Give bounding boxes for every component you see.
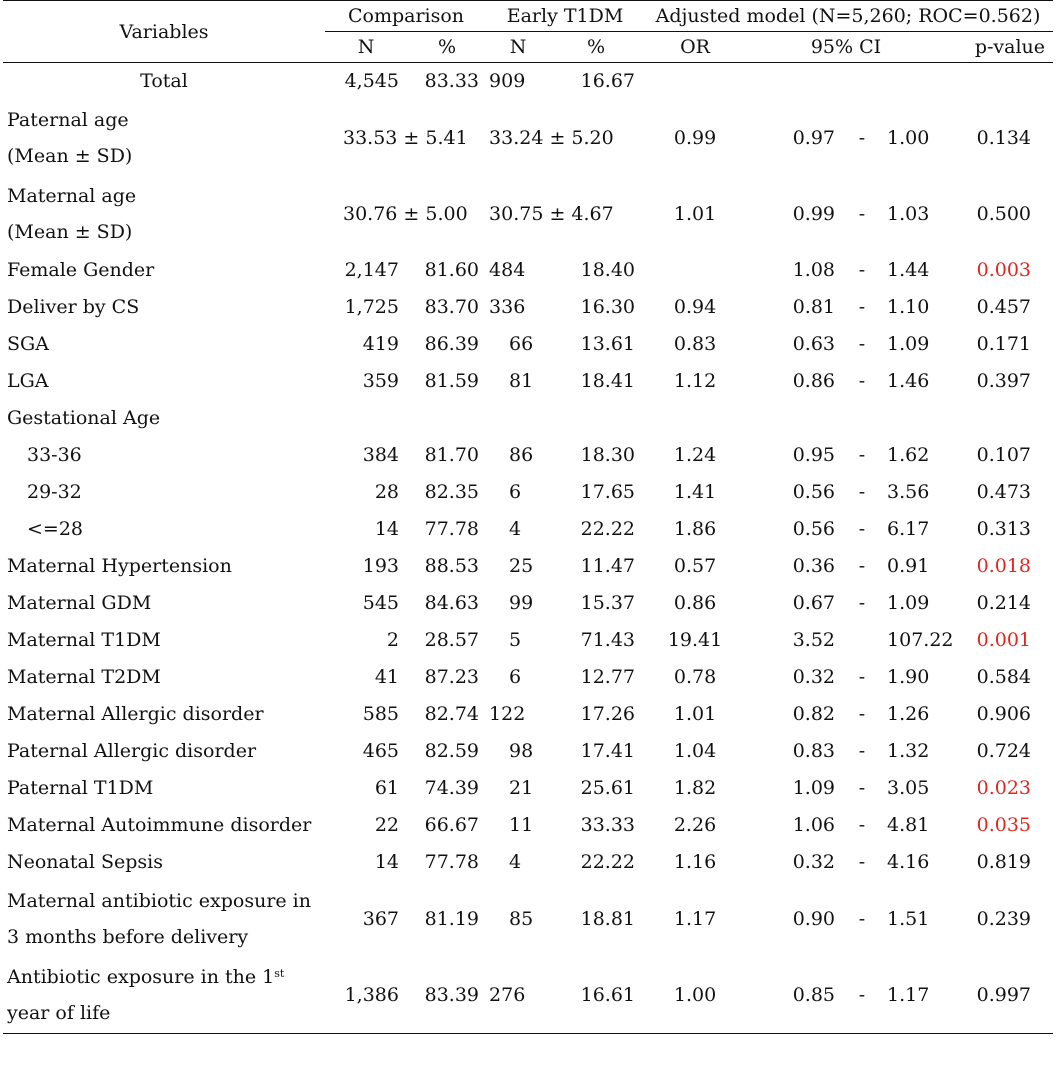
early-pct: 17.41 [580, 740, 636, 762]
early-n: 122 [489, 703, 526, 725]
ci-lower: 0.81 [792, 296, 836, 318]
odds-ratio: 1.82 [673, 777, 717, 799]
ci-separator: - [858, 259, 866, 281]
comparison-n: 22 [374, 814, 399, 836]
ci-lower: 0.86 [792, 370, 836, 392]
comparison-pct: 81.59 [424, 370, 480, 392]
early-pct: 13.61 [580, 333, 636, 355]
ci-upper: 1.62 [887, 444, 930, 466]
ci-lower: 0.85 [747, 957, 839, 1034]
ci-separator: - [858, 481, 866, 503]
early-pct: 33.33 [580, 814, 636, 836]
odds-ratio: 1.04 [673, 740, 717, 762]
early-n: 66 [509, 333, 534, 355]
comparison-n: 14 [374, 518, 399, 540]
early-n: 4 [509, 851, 522, 873]
comparison-pct: 83.33 [424, 70, 480, 92]
row-label [3, 100, 325, 176]
row-label: Neonatal Sepsis [7, 851, 163, 873]
row-label: Total [140, 70, 188, 92]
early-n: 6 [509, 666, 522, 688]
row-label-line-1: Maternal antibiotic exposure in [7, 890, 311, 912]
p-value: 0.906 [976, 703, 1032, 725]
row-label: Maternal Autoimmune disorder [7, 814, 312, 836]
early-n: 25 [509, 555, 534, 577]
row-label: <=28 [27, 518, 84, 540]
ci-lower: 0.90 [792, 907, 836, 930]
comparison-n: 359 [362, 370, 399, 392]
early-pct: 17.65 [580, 481, 636, 503]
p-value: 0.003 [976, 259, 1032, 281]
ci-upper: 1.00 [887, 126, 930, 149]
odds-ratio: 0.94 [673, 296, 717, 318]
table-row [3, 437, 1053, 474]
row-label-line-1: Maternal age [7, 185, 137, 207]
comparison-pct: 84.63 [424, 592, 480, 614]
header-row-1 [3, 1, 1053, 32]
early-pct: 17.26 [580, 703, 636, 725]
early-n: 21 [509, 777, 534, 799]
comparison-n: 585 [362, 703, 399, 725]
ci-separator [839, 622, 885, 659]
early-pct: 16.67 [580, 70, 636, 92]
empty-cell [325, 400, 407, 437]
comparison-n: 2,147 [344, 259, 399, 281]
ci-lower: 0.32 [792, 666, 836, 688]
table-row [3, 622, 1053, 659]
row-label-line-2: 3 months before delivery [7, 926, 249, 948]
row-label: Maternal Allergic disorder [7, 703, 264, 725]
comparison-pct: 28.57 [424, 629, 480, 651]
ci-upper: 1.03 [887, 202, 930, 225]
p-value: 0.134 [976, 126, 1032, 149]
ci-separator: - [858, 592, 866, 614]
table-row [3, 548, 1053, 585]
empty-cell [487, 400, 549, 437]
ci-separator: - [858, 740, 866, 762]
comparison-pct: 82.59 [424, 740, 480, 762]
early-n-header: N [487, 32, 549, 63]
ci-upper: 3.56 [887, 481, 930, 503]
early-pct: 15.37 [580, 592, 636, 614]
early-n: 86 [509, 444, 534, 466]
early-pct: 18.41 [580, 370, 636, 392]
comparison-pct: 82.74 [424, 703, 480, 725]
p-value-header: p-value [945, 32, 1053, 63]
row-label: Female Gender [7, 259, 155, 281]
comparison-n: 41 [374, 666, 399, 688]
comparison-n: 2 [386, 629, 399, 651]
odds-ratio: 0.57 [673, 555, 717, 577]
ci-upper: 1.46 [887, 370, 930, 392]
ci-upper: 1.09 [887, 333, 930, 355]
comparison-pct: 83.39 [407, 957, 487, 1034]
comparison-pct: 82.35 [424, 481, 480, 503]
early-n: 5 [509, 629, 522, 651]
ci-lower: 0.83 [792, 740, 836, 762]
odds-ratio [643, 252, 747, 289]
ci-separator: - [858, 444, 866, 466]
row-label: Deliver by CS [7, 296, 140, 318]
empty-cell [839, 400, 885, 437]
row-label-line-2: (Mean ± SD) [7, 145, 133, 167]
comparison-mean-sd: 33.53 ± 5.41 [343, 126, 468, 149]
row-label: LGA [7, 370, 49, 392]
ci-upper: 1.51 [887, 907, 930, 930]
early-pct: 12.77 [580, 666, 636, 688]
odds-ratio: 0.86 [673, 592, 717, 614]
comparison-n: 28 [374, 481, 399, 503]
ci-lower: 0.95 [792, 444, 836, 466]
ci-lower: 0.97 [792, 126, 836, 149]
row-label: Paternal Allergic disorder [7, 740, 257, 762]
ci-lower: 0.82 [792, 703, 836, 725]
table-row [3, 289, 1053, 326]
comparison-n: 193 [362, 555, 399, 577]
row-label: Paternal T1DM [7, 777, 154, 799]
ci-upper: 1.32 [887, 740, 930, 762]
p-value: 0.001 [976, 629, 1032, 651]
ci-separator: - [858, 814, 866, 836]
ci-separator: - [858, 703, 866, 725]
empty-cell [407, 400, 487, 437]
odds-ratio: 1.86 [673, 518, 717, 540]
ci-lower: 0.63 [792, 333, 836, 355]
ci-upper: 4.16 [887, 851, 930, 873]
ci-header: 95% CI [747, 32, 945, 63]
early-t1dm-header: Early T1DM [487, 1, 643, 32]
ci-separator: - [858, 666, 866, 688]
ci-separator: - [858, 907, 866, 930]
table-row [3, 252, 1053, 289]
table-row [3, 844, 1053, 881]
comparison-n: 4,545 [344, 70, 399, 92]
row-label-line-2: (Mean ± SD) [7, 221, 133, 243]
row-label [3, 957, 325, 1034]
p-value: 0.023 [976, 777, 1032, 799]
ci-upper: 1.17 [885, 957, 945, 1034]
early-pct: 71.43 [580, 629, 636, 651]
variables-header: Variables [3, 1, 325, 63]
comparison-pct: 86.39 [424, 333, 480, 355]
row-label: Maternal GDM [7, 592, 152, 614]
ci-lower: 1.06 [792, 814, 836, 836]
ci-upper: 1.90 [887, 666, 930, 688]
ordinal-superscript: st [274, 967, 285, 980]
comparison-pct: 87.23 [424, 666, 480, 688]
comparison-n-header: N [325, 32, 407, 63]
table-row [3, 733, 1053, 770]
p-value: 0.500 [976, 202, 1032, 225]
or-header: OR [643, 32, 747, 63]
p-value: 0.584 [976, 666, 1032, 688]
row-label-line-1: Paternal age [7, 109, 129, 131]
row-label [3, 881, 325, 957]
early-mean-sd: 30.75 ± 4.67 [489, 202, 614, 225]
row-label: Maternal T2DM [7, 666, 161, 688]
comparison-n: 419 [362, 333, 399, 355]
p-value: 0.473 [976, 481, 1032, 503]
odds-ratio: 1.00 [643, 957, 747, 1034]
early-pct-header: % [549, 32, 643, 63]
ci-separator: - [858, 370, 866, 392]
comparison-n: 367 [362, 907, 399, 930]
comparison-pct: 83.70 [424, 296, 480, 318]
p-value: 0.457 [976, 296, 1032, 318]
ci-separator: - [858, 296, 866, 318]
comparison-pct: 74.39 [424, 777, 480, 799]
ci-lower: 0.99 [792, 202, 836, 225]
p-value: 0.997 [945, 957, 1053, 1034]
comparison-n: 384 [362, 444, 399, 466]
early-n: 336 [489, 296, 526, 318]
odds-ratio: 19.41 [667, 629, 723, 651]
ci-upper: 1.44 [887, 259, 930, 281]
early-pct: 16.30 [580, 296, 636, 318]
odds-ratio: 1.41 [673, 481, 717, 503]
ci-lower: 0.32 [792, 851, 836, 873]
ci-separator: - [839, 957, 885, 1034]
table-row [3, 770, 1053, 807]
ci-lower: 3.52 [792, 629, 836, 651]
early-n: 98 [509, 740, 534, 762]
early-pct: 18.40 [580, 259, 636, 281]
table-row [3, 807, 1053, 844]
comparison-n: 14 [374, 851, 399, 873]
p-value: 0.171 [976, 333, 1032, 355]
early-n: 81 [509, 370, 534, 392]
table-row [3, 326, 1053, 363]
early-n: 909 [489, 70, 526, 92]
row-label: 29-32 [27, 481, 82, 503]
row-label: Gestational Age [7, 407, 161, 429]
ci-upper: 107.22 [887, 629, 954, 651]
ci-upper: 1.10 [887, 296, 930, 318]
ci-lower: 0.36 [792, 555, 836, 577]
odds-ratio: 0.99 [673, 126, 717, 149]
empty-cell [945, 400, 1053, 437]
p-value: 0.214 [976, 592, 1032, 614]
ci-upper: 3.05 [887, 777, 930, 799]
early-mean-sd: 33.24 ± 5.20 [489, 126, 614, 149]
row-label: Maternal T1DM [7, 629, 161, 651]
early-pct: 25.61 [580, 777, 636, 799]
p-value: 0.397 [976, 370, 1032, 392]
ci-upper: 4.81 [887, 814, 930, 836]
comparison-pct: 77.78 [424, 851, 480, 873]
row-label-line-2: year of life [7, 1002, 111, 1024]
p-value: 0.035 [976, 814, 1032, 836]
comparison-n: 465 [362, 740, 399, 762]
odds-ratio: 1.01 [673, 703, 717, 725]
table-row [3, 696, 1053, 733]
comparison-pct: 88.53 [424, 555, 480, 577]
table-row [3, 957, 1053, 1034]
ci-separator: - [858, 202, 866, 225]
comparison-header: Comparison [325, 1, 487, 32]
comparison-pct-header: % [407, 32, 487, 63]
ci-separator: - [858, 851, 866, 873]
early-pct: 18.81 [580, 907, 636, 930]
ci-upper: 0.91 [887, 555, 930, 577]
ci-lower: 1.08 [792, 259, 836, 281]
comparison-pct: 81.60 [424, 259, 480, 281]
p-value: 0.018 [976, 555, 1032, 577]
comparison-pct: 81.70 [424, 444, 480, 466]
odds-ratio: 0.78 [673, 666, 717, 688]
odds-ratio: 1.12 [673, 370, 717, 392]
empty-cell [549, 400, 643, 437]
adjusted-model-header: Adjusted model (N=5,260; ROC=0.562) [643, 1, 1053, 32]
early-n: 4 [509, 518, 522, 540]
ci-separator: - [858, 518, 866, 540]
empty-cell [643, 400, 747, 437]
early-pct: 16.61 [549, 957, 643, 1034]
table-row [3, 176, 1053, 252]
empty-cell [747, 400, 839, 437]
early-pct: 11.47 [580, 555, 636, 577]
ci-lower: 0.56 [792, 481, 836, 503]
table-row [3, 881, 1053, 957]
ci-lower: 1.09 [792, 777, 836, 799]
comparison-pct: 81.19 [424, 907, 480, 930]
ci-upper: 1.09 [887, 592, 930, 614]
comparison-n: 1,386 [325, 957, 407, 1034]
table-row [3, 100, 1053, 176]
ci-separator: - [858, 555, 866, 577]
odds-ratio: 2.26 [673, 814, 717, 836]
early-n: 99 [509, 592, 534, 614]
table-row [3, 585, 1053, 622]
early-pct: 22.22 [580, 851, 636, 873]
table-row [3, 511, 1053, 548]
p-value: 0.819 [976, 851, 1032, 873]
comparison-n: 545 [362, 592, 399, 614]
early-n: 6 [509, 481, 522, 503]
p-value: 0.107 [976, 444, 1032, 466]
ci-separator: - [858, 126, 866, 149]
row-label [3, 176, 325, 252]
empty-cell [885, 400, 945, 437]
early-n: 11 [509, 814, 534, 836]
comparison-n: 61 [374, 777, 399, 799]
row-label: Maternal Hypertension [7, 555, 232, 577]
table-row [3, 400, 1053, 437]
row-label-line-1: Antibiotic exposure in the 1 [7, 966, 275, 988]
total-row [3, 63, 1053, 101]
odds-ratio: 1.16 [673, 851, 717, 873]
ci-upper: 1.26 [887, 703, 930, 725]
row-label: SGA [7, 333, 49, 355]
early-pct: 18.30 [580, 444, 636, 466]
ci-lower: 0.67 [792, 592, 836, 614]
comparison-pct: 77.78 [424, 518, 480, 540]
p-value: 0.239 [976, 907, 1032, 930]
comparison-mean-sd: 30.76 ± 5.00 [343, 202, 468, 225]
odds-ratio: 1.24 [673, 444, 717, 466]
early-n: 85 [509, 907, 534, 930]
early-n: 276 [487, 957, 549, 1034]
comparison-n: 1,725 [344, 296, 399, 318]
p-value: 0.724 [976, 740, 1032, 762]
results-table [3, 0, 1053, 1034]
odds-ratio: 0.83 [673, 333, 717, 355]
ci-upper: 6.17 [887, 518, 930, 540]
ci-separator: - [858, 777, 866, 799]
odds-ratio: 1.17 [673, 907, 717, 930]
table-row [3, 659, 1053, 696]
table-row [3, 474, 1053, 511]
odds-ratio: 1.01 [673, 202, 717, 225]
ci-separator: - [858, 333, 866, 355]
early-pct: 22.22 [580, 518, 636, 540]
row-label: 33-36 [27, 444, 82, 466]
comparison-pct: 66.67 [424, 814, 480, 836]
p-value: 0.313 [976, 518, 1032, 540]
table-row [3, 363, 1053, 400]
ci-lower: 0.56 [792, 518, 836, 540]
early-n: 484 [489, 259, 526, 281]
